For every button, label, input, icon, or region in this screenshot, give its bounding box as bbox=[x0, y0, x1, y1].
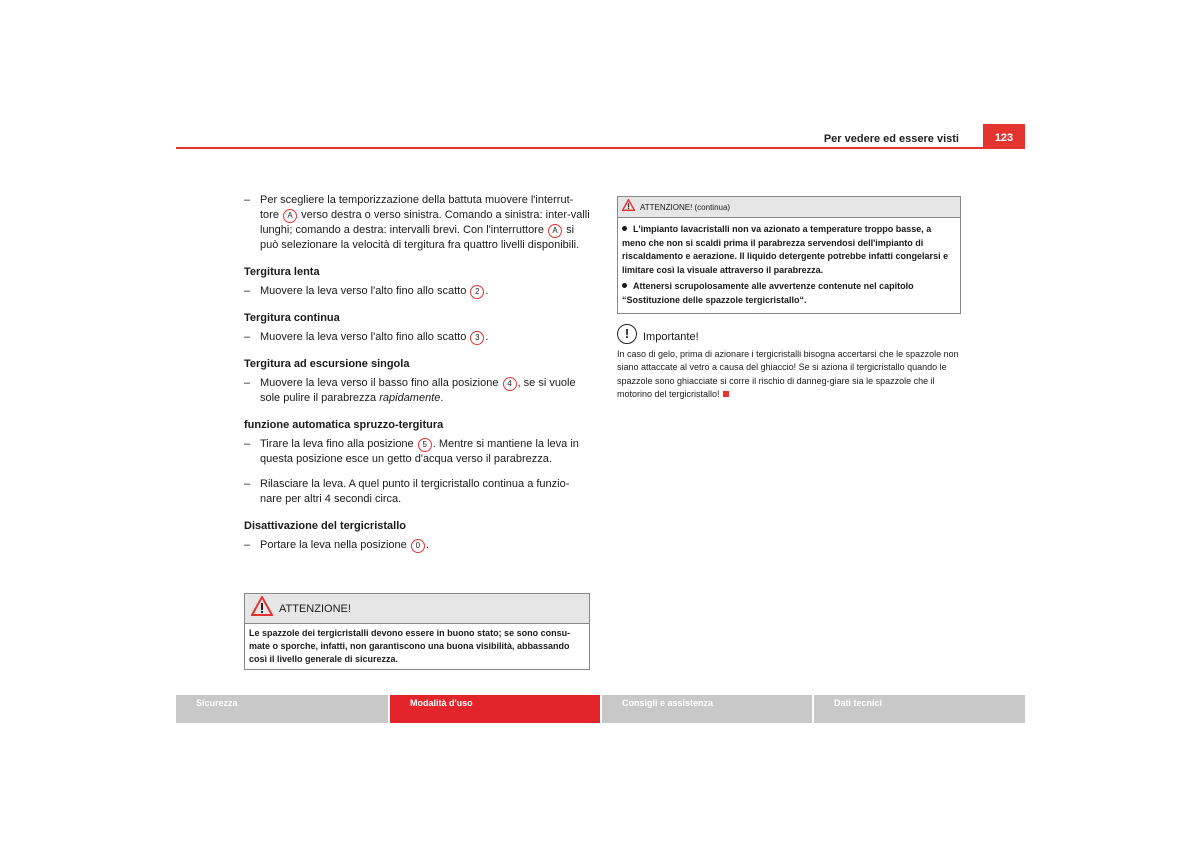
chapter-tab-dati-tecnici[interactable]: Dati tecnici bbox=[814, 695, 1025, 723]
warning-icon bbox=[622, 198, 635, 216]
item-text: . bbox=[485, 285, 489, 297]
important-text: In caso di gelo, prima di azionare i tergicristalli bisogna accertarsi che le spazzole non siano attaccate al vetro a causa del ghiaccio! Se si aziona il tergicristallo quando le spazzole sono ghiacciate si corre il rischio di danneg-giare sia le spazzole che il motorino del tergicristallo! bbox=[617, 348, 959, 399]
dash: – bbox=[244, 478, 251, 490]
bullet-icon bbox=[622, 283, 627, 288]
dash: – bbox=[244, 539, 251, 551]
item-text: Per scegliere la temporizzazione della battuta muovere l'interrut-tore bbox=[260, 194, 574, 221]
dash: – bbox=[244, 194, 251, 206]
item-text: Muovere la leva verso l'alto fino allo scatto bbox=[260, 331, 467, 343]
exclamation-icon: ! bbox=[617, 324, 637, 344]
warning-header bbox=[618, 197, 960, 218]
end-square-icon bbox=[723, 391, 729, 397]
left-column bbox=[244, 193, 590, 563]
bullet-item bbox=[622, 280, 956, 307]
item-text: , se si vuole sole pulire il parabrezza bbox=[260, 377, 576, 404]
item-text: Rilasciare la leva. A quel punto il tergicristallo continua a funzio-nare per altri 4 secondi circa. bbox=[260, 478, 570, 505]
item-text: Tirare la leva fino alla posizione bbox=[260, 438, 414, 450]
item-text: . bbox=[485, 331, 489, 343]
warning-body: Le spazzole dei tergicristalli devono essere in buono stato; se sono consu-mate o sporche, infatti, non garantiscono una buona visibilità, abbassando così il livello generale di sicurezza. bbox=[249, 628, 571, 664]
bullet-text: L'impianto lavacristalli non va azionato a temperature troppo basse, a meno che non si scaldi prima il parabrezza servendosi dell'impianto di riscaldamento e aerazione. Il liquido detergente potrebbe infatti congelarsi e limitare così la visuale attraverso il parabrezza. bbox=[622, 224, 949, 275]
callout-marker: A bbox=[283, 209, 297, 223]
item-text: . Mentre si mantiene la leva in questa posizione esce un getto d'acqua verso il parabrezza. bbox=[260, 438, 579, 465]
header-rule bbox=[176, 147, 1025, 149]
bullet-item bbox=[622, 223, 956, 277]
list-item bbox=[244, 284, 590, 299]
section-title: Tergitura lenta bbox=[244, 266, 320, 278]
warning-header bbox=[245, 594, 589, 624]
section-title: Tergitura ad escursione singola bbox=[244, 358, 410, 370]
chapter-tab-consigli-assistenza[interactable]: Consigli e assistenza bbox=[602, 695, 812, 723]
bullet-icon bbox=[622, 226, 627, 231]
warning-title: ATTENZIONE! bbox=[279, 602, 351, 615]
warning-title: ATTENZIONE! (continua) bbox=[640, 202, 731, 212]
dash: – bbox=[244, 331, 251, 343]
item-text: . bbox=[425, 539, 429, 551]
callout-marker: 4 bbox=[503, 377, 517, 391]
page-header-title: Per vedere ed essere visti bbox=[823, 133, 959, 145]
callout-marker: 5 bbox=[418, 438, 432, 452]
section-title: Disattivazione del tergicristallo bbox=[244, 520, 406, 532]
page-number: 123 bbox=[983, 124, 1025, 149]
warning-icon bbox=[251, 596, 273, 621]
callout-marker: 0 bbox=[411, 539, 425, 553]
list-item bbox=[244, 477, 590, 507]
emphasis-text: rapidamente bbox=[379, 392, 441, 404]
list-item bbox=[244, 538, 590, 553]
list-item bbox=[244, 437, 590, 467]
item-text: Muovere la leva verso l'alto fino allo scatto bbox=[260, 285, 467, 297]
section-title: Tergitura continua bbox=[244, 312, 340, 324]
callout-marker: 3 bbox=[470, 331, 484, 345]
item-text: Muovere la leva verso il basso fino alla posizione bbox=[260, 377, 499, 389]
list-item bbox=[244, 330, 590, 345]
item-text: si può selezionare la velocità di tergitura fra quattro livelli disponibili. bbox=[260, 224, 580, 251]
warning-continued-box bbox=[617, 196, 961, 314]
important-note bbox=[617, 323, 962, 402]
important-header bbox=[617, 323, 962, 345]
dash: – bbox=[244, 285, 251, 297]
chapter-tab-modalita-uso[interactable]: Modalità d'uso bbox=[390, 695, 600, 723]
chapter-nav bbox=[176, 695, 1025, 723]
bullet-text: Attenersi scrupolosamente alle avvertenze contenute nel capitolo “Sostituzione delle spazzole tergicristallo“. bbox=[622, 281, 914, 305]
dash: – bbox=[244, 377, 251, 389]
warning-box bbox=[244, 593, 590, 670]
important-title: Importante! bbox=[643, 331, 699, 343]
dash: – bbox=[244, 438, 251, 450]
warning-body bbox=[618, 218, 960, 313]
list-item bbox=[244, 193, 590, 253]
chapter-tab-sicurezza[interactable]: Sicurezza bbox=[176, 695, 388, 723]
item-text: Portare la leva nella posizione bbox=[260, 539, 407, 551]
list-item bbox=[244, 376, 590, 406]
item-text: . bbox=[440, 392, 444, 404]
callout-marker: 2 bbox=[470, 285, 484, 299]
callout-marker: A bbox=[548, 224, 562, 238]
section-title: funzione automatica spruzzo-tergitura bbox=[244, 419, 444, 431]
important-body bbox=[617, 348, 962, 402]
item-text: verso destra o verso sinistra. Comando a sinistra: inter-valli lunghi; comando a destra: intervalli brevi. Con l'interruttore bbox=[260, 209, 590, 236]
